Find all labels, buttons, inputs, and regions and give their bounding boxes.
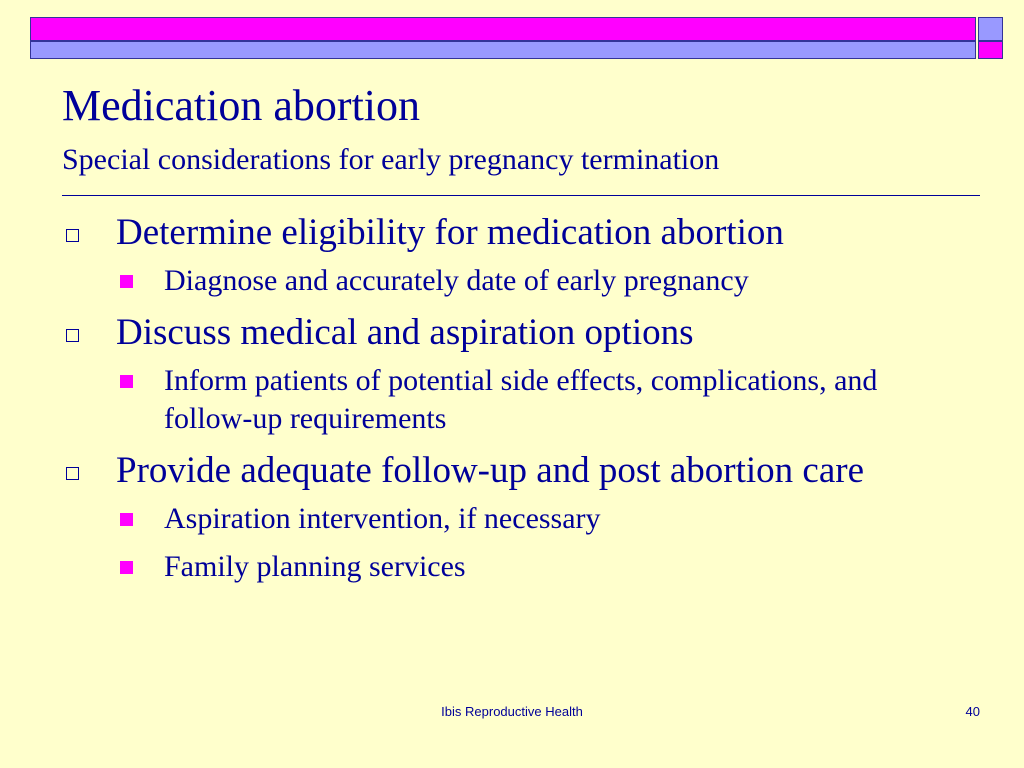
sub-bullet-item	[66, 500, 966, 538]
sub-bullet-text: Aspiration intervention, if necessary	[164, 502, 601, 535]
bullet-item	[66, 210, 966, 256]
slide-subtitle: Special considerations for early pregnancy termination	[62, 143, 720, 176]
top-bar-blue	[30, 41, 976, 59]
hollow-square-icon	[66, 467, 79, 480]
sub-bullet-item	[66, 548, 966, 586]
sub-bullet-text: Diagnose and accurately date of early pregnancy	[164, 264, 749, 297]
filled-square-icon	[120, 375, 133, 388]
title-divider	[62, 195, 980, 196]
bullet-list	[66, 210, 966, 596]
footer-organization: Ibis Reproductive Health	[441, 704, 583, 719]
corner-square-blue	[978, 17, 1003, 41]
bullet-text: Provide adequate follow-up and post abortion care	[116, 450, 864, 491]
filled-square-icon	[120, 513, 133, 526]
bullet-item	[66, 448, 966, 494]
bullet-item	[66, 310, 966, 356]
slide-title: Medication abortion	[62, 81, 421, 130]
top-bar-magenta	[30, 17, 976, 41]
sub-bullet-text: Family planning services	[164, 550, 466, 583]
filled-square-icon	[120, 275, 133, 288]
bullet-text: Discuss medical and aspiration options	[116, 312, 694, 353]
sub-bullet-item	[66, 362, 966, 438]
hollow-square-icon	[66, 229, 79, 242]
page-number: 40	[965, 704, 980, 719]
sub-bullet-text: Inform patients of potential side effects, complications, and follow-up requirements	[164, 364, 878, 435]
filled-square-icon	[120, 561, 133, 574]
hollow-square-icon	[66, 329, 79, 342]
corner-square-magenta	[978, 41, 1003, 59]
bullet-text: Determine eligibility for medication abortion	[116, 212, 784, 253]
sub-bullet-item	[66, 262, 966, 300]
